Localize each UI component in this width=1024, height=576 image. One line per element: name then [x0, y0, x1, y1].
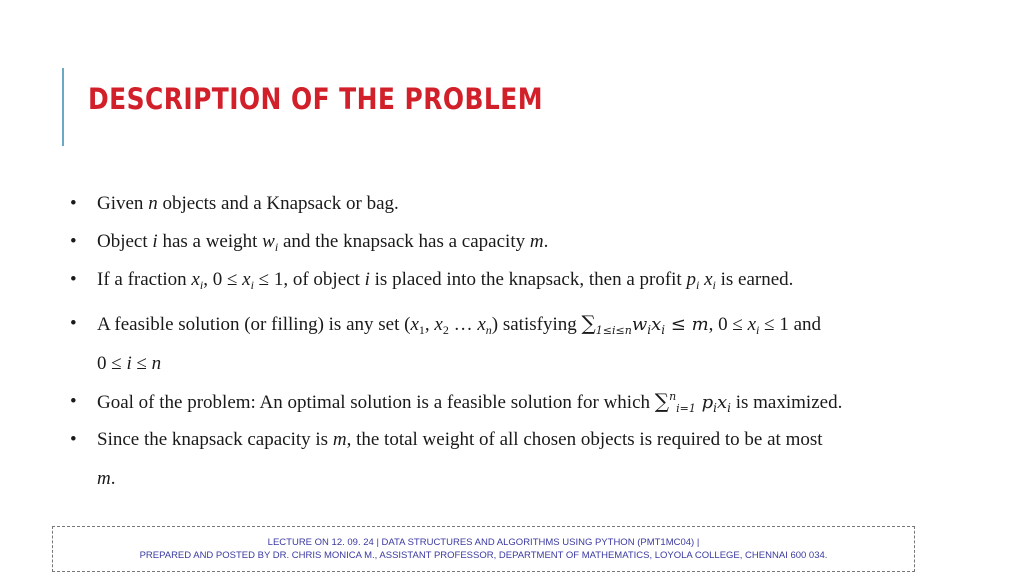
- footer-box: [52, 526, 915, 572]
- bullet-icon: •: [70, 391, 77, 412]
- bullet-icon: •: [70, 429, 77, 450]
- summation-constraint: $\sum_{1\le i\le n}$: [581, 311, 632, 337]
- bullet-icon: •: [70, 269, 77, 290]
- footer-lecture-line: LECTURE ON 12. 09. 24 | DATA STRUCTURES AND ALGORITHMS USING PYTHON (PMT1MC04) |: [267, 537, 700, 548]
- bullet-object-weight: Object i has a weight $w_i$ and the knapsack has a capacity m.: [97, 231, 549, 254]
- bullet-icon: •: [70, 193, 77, 214]
- bullet-given-n-objects: Given n objects and a Knapsack or bag.: [97, 193, 399, 214]
- bullet-capacity-constraint: Since the knapsack capacity is m, the total weight of all chosen objects is required to be at most: [97, 429, 823, 450]
- page-title: DESCRIPTION OF THE PROBLEM: [88, 82, 543, 116]
- bullet-goal-of-problem: Goal of the problem: An optimal solution is a feasible solution for which ∑$^n_{i=1}$ $p_ix_i$ is maximized.: [97, 389, 843, 415]
- bullet-feasible-solution-continued: 0 ≤ i ≤ n: [97, 353, 162, 374]
- bullet-capacity-constraint-continued: m.: [97, 468, 116, 489]
- title-accent-bar: [62, 68, 64, 146]
- bullet-icon: •: [70, 313, 77, 334]
- bullet-icon: •: [70, 231, 77, 252]
- bullet-feasible-solution: A feasible solution (or filling) is any set ($x_1$, $x_2$ … $x_n$) satisfying $\sum_{1\le i\le n}w_ix_i \le m$, $0 \le x_i \le 1$ and: [97, 311, 822, 337]
- bullet-fraction-profit: If a fraction $x_i$, $0 \le x_i \le 1$, of object i is placed into the knapsack, then a profit $p_i$ $x_i$ is earned.: [97, 269, 794, 292]
- footer-author-line: PREPARED AND POSTED BY DR. CHRIS MONICA M., ASSISTANT PROFESSOR, DEPARTMENT OF MATHEMATICS, LOYOLA COLLEGE, CHENNAI 600 034.: [139, 550, 828, 561]
- summation-objective: ∑$^n_{i=1}$: [654, 389, 696, 415]
